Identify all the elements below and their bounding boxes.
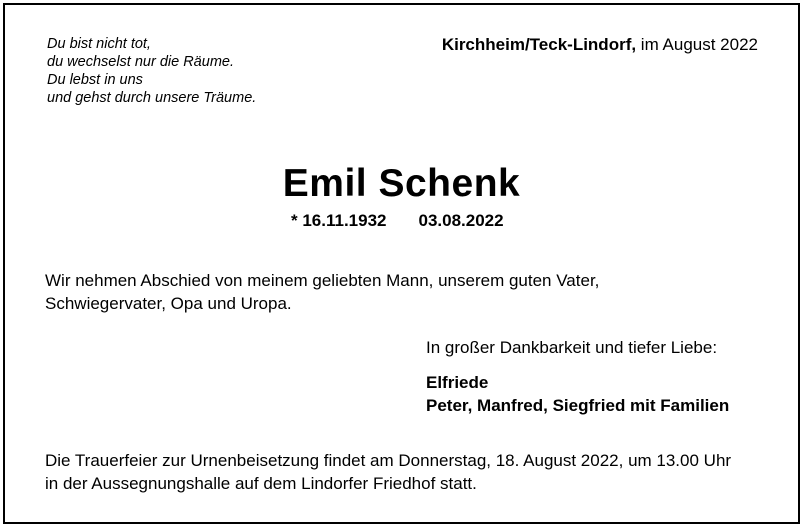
death-date: 03.08.2022 (418, 211, 504, 230)
poem (47, 35, 256, 107)
poem-line: und gehst durch unsere Träume. (47, 90, 257, 106)
farewell-line: Schwiegervater, Opa und Uropa. (45, 294, 292, 313)
life-dates (291, 211, 504, 231)
mourners-intro: In großer Dankbarkeit und tiefer Liebe: (426, 338, 718, 357)
farewell-line: Wir nehmen Abschied von meinem geliebten Mann, unserem guten Vater, (45, 271, 600, 290)
service-line: in der Aussegnungshalle auf dem Lindorfer Friedhof statt. (45, 474, 477, 493)
poem-line: du wechselst nur die Räume. (47, 54, 234, 70)
notice-date: im August 2022 (636, 35, 758, 54)
service-line: Die Trauerfeier zur Urnenbeisetzung findet am Donnerstag, 18. August 2022, um 13.00 Uhr (45, 451, 732, 470)
place-and-date (442, 35, 758, 55)
mourners-block (426, 336, 729, 417)
mourner-name: Peter, Manfred, Siegfried mit Familien (426, 396, 730, 415)
place-name: Kirchheim/Teck-Lindorf, (441, 35, 637, 54)
poem-line: Du lebst in uns (47, 72, 143, 88)
deceased-name: Emil Schenk (282, 162, 521, 205)
farewell-text (45, 269, 599, 315)
funeral-service-info (45, 449, 731, 495)
poem-line: Du bist nicht tot, (47, 36, 151, 52)
birth-date: * 16.11.1932 (291, 211, 387, 230)
mourner-name: Elfriede (426, 373, 489, 392)
obituary-notice (3, 3, 800, 524)
